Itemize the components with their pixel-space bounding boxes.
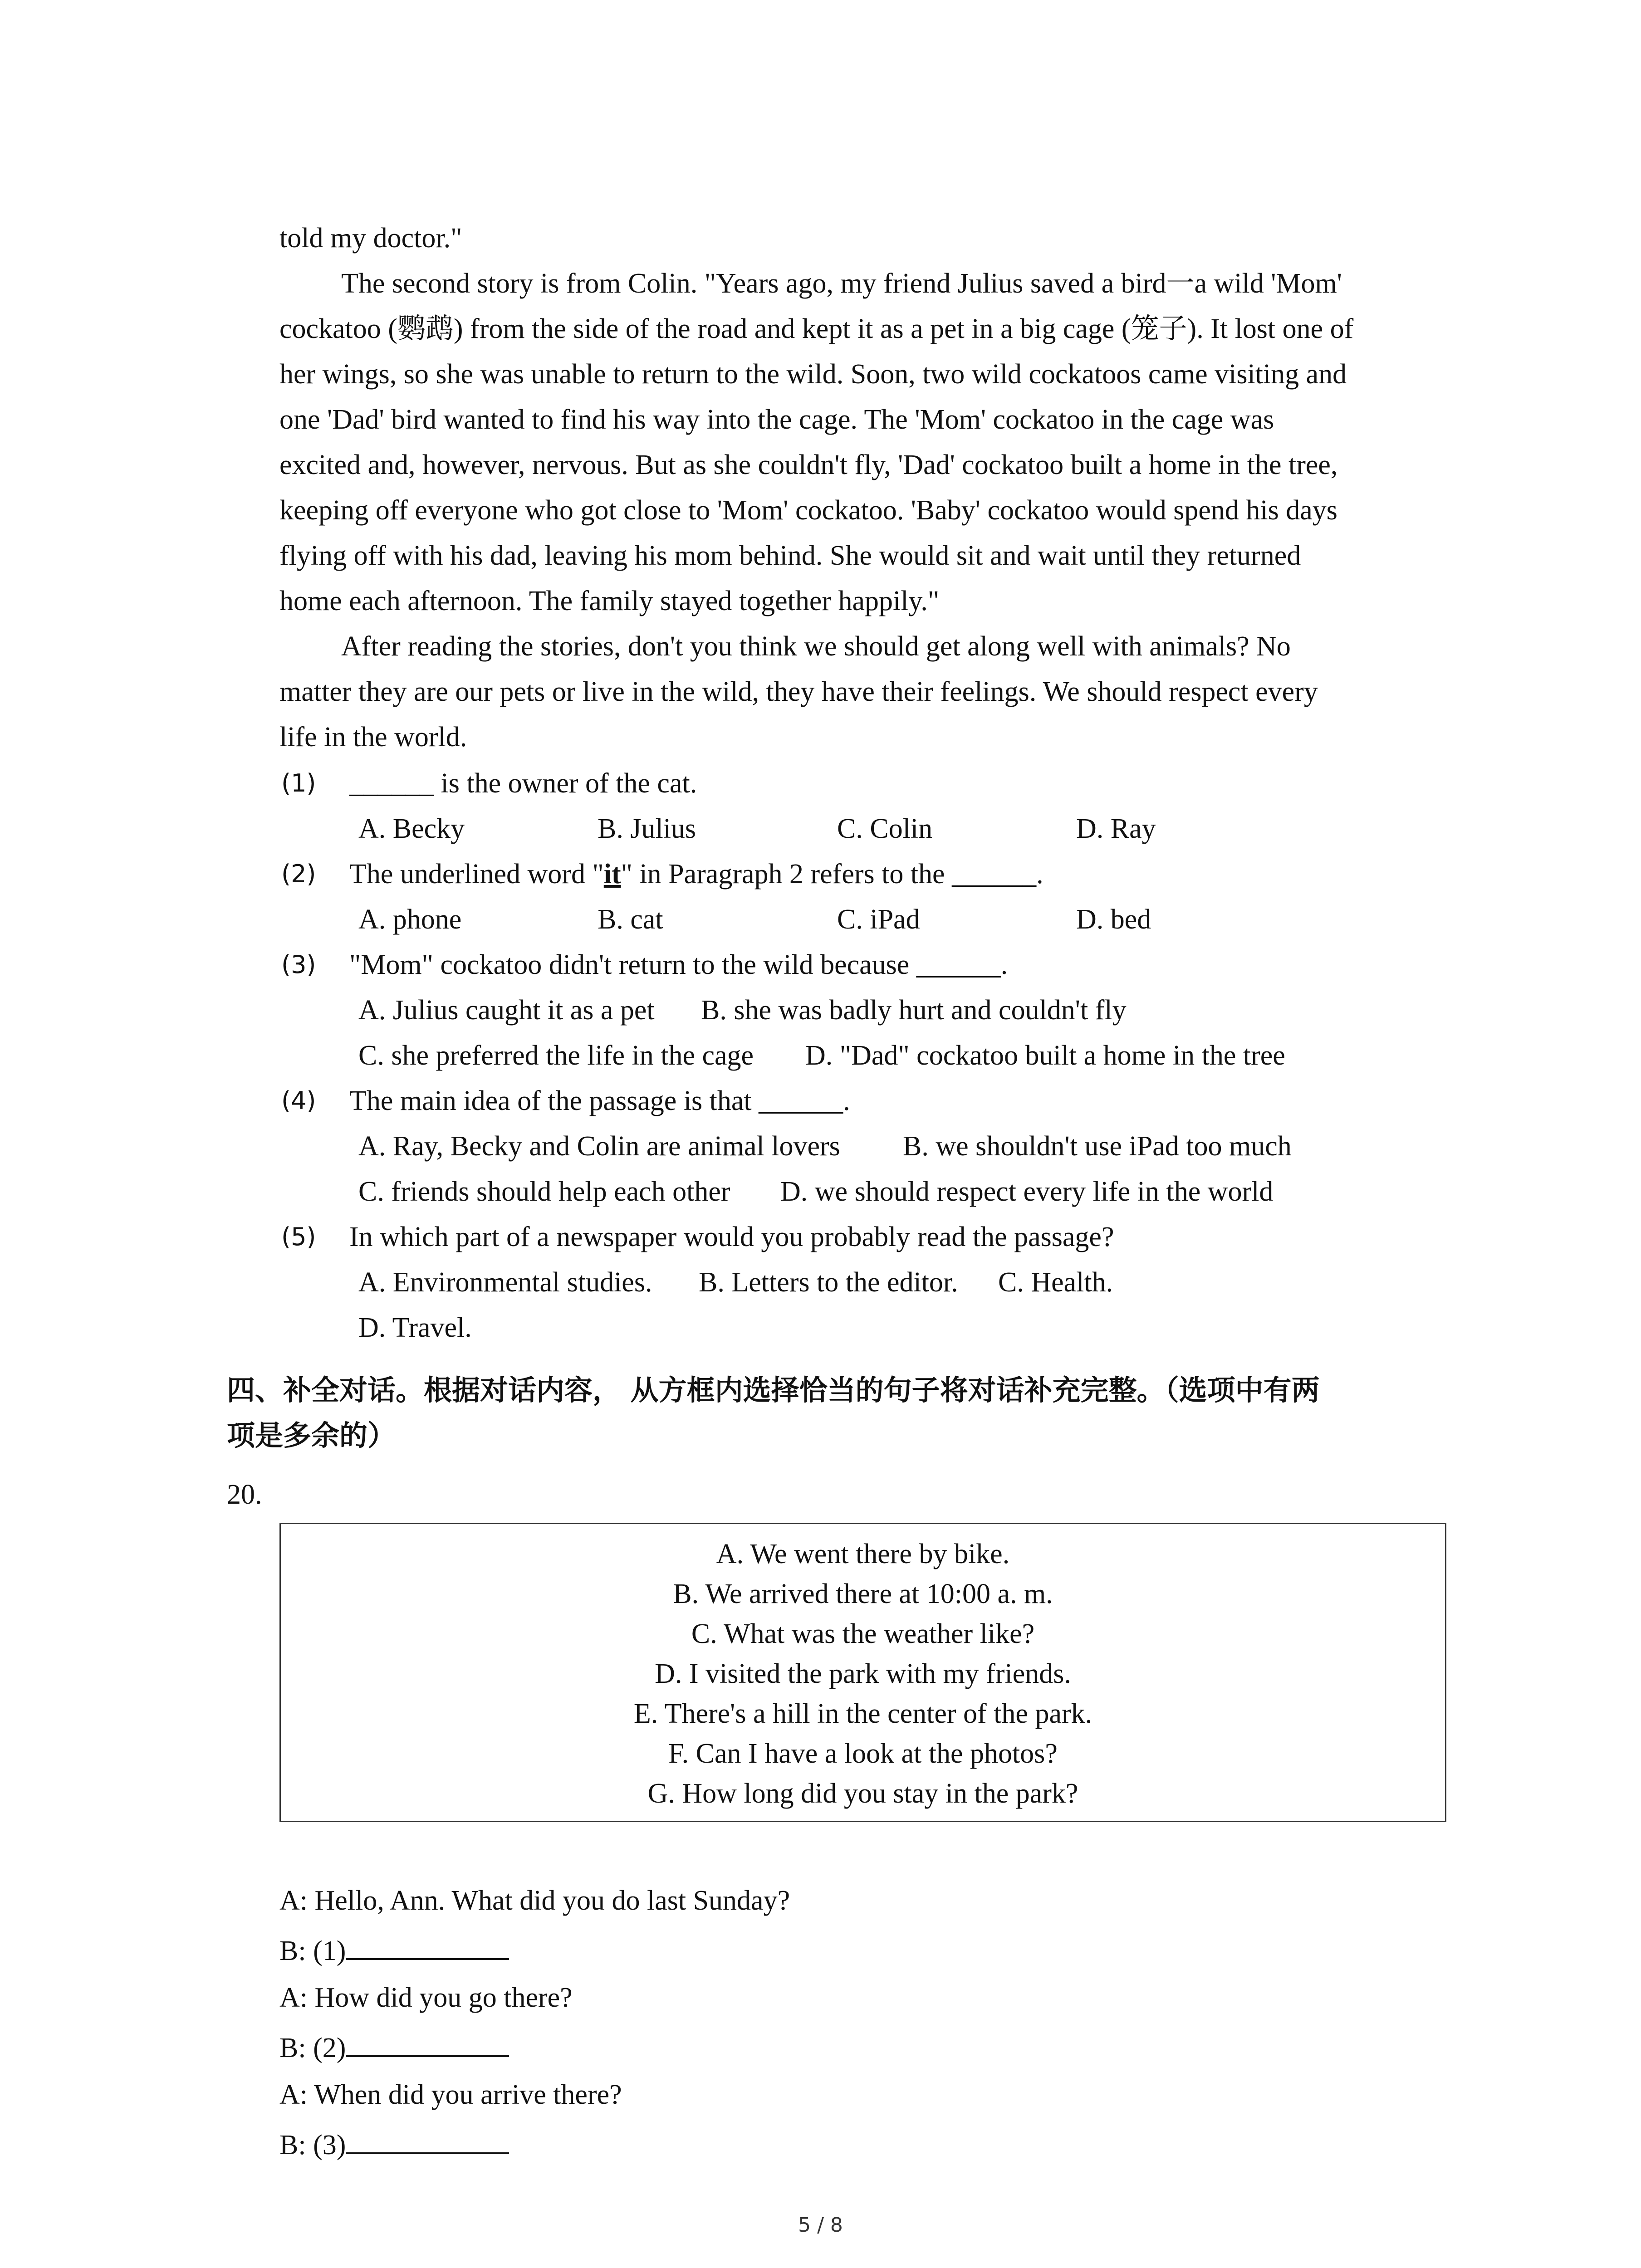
question-text: In which part of a newspaper would you probably read the passage? [349, 1222, 1114, 1252]
dialogue-text: Hello, Ann. What did you do last Sunday? [314, 1885, 790, 1916]
option-c: C. she preferred the life in the cage [358, 1040, 754, 1071]
dialogue-text: (1) [313, 1936, 346, 1966]
question-number: (5) [281, 1222, 316, 1251]
question-text-post: " in Paragraph 2 refers to the ______. [621, 859, 1043, 890]
underlined-word: it [603, 859, 621, 890]
answer-blank[interactable] [346, 2024, 509, 2057]
passage-line: excited and, however, nervous. But as she couldn't fly, 'Dad' cockatoo built a home in the tree, [279, 450, 1338, 480]
question-number: (1) [281, 769, 316, 797]
passage-line: keeping off everyone who got close to 'Mom' cockatoo. 'Baby' cockatoo would spend his days [279, 495, 1337, 526]
dialogue-line [279, 1878, 790, 1923]
question-text: ______ is the owner of the cat. [349, 768, 697, 799]
dialogue-text: (3) [313, 2130, 346, 2160]
option-d: D. Ray [1076, 813, 1156, 844]
question-text: "Mom" cockatoo didn't return to the wild because ______. [349, 949, 1008, 980]
speaker-label: A: [279, 2079, 308, 2110]
option-d: D. "Dad" cockatoo built a home in the tree [805, 1040, 1285, 1071]
passage-line: home each afternoon. The family stayed together happily." [279, 586, 940, 616]
box-option: A. We went there by bike. [716, 1539, 1010, 1569]
question-number: (3) [281, 950, 316, 979]
passage-line: her wings, so she was unable to return to the wild. Soon, two wild cockatoos came visiting and [279, 359, 1347, 390]
option-b: B. she was badly hurt and couldn't fly [701, 995, 1127, 1026]
speaker-label: B: [279, 1936, 306, 1966]
passage-line: life in the world. [279, 722, 467, 753]
speaker-label: B: [279, 2130, 306, 2160]
option-b: B. Julius [598, 813, 696, 844]
option-a: A. Environmental studies. [358, 1267, 652, 1298]
question-text-pre: The underlined word " [349, 859, 604, 890]
section-title: 四、补全对话。根据对话内容， 从方框内选择恰当的句子将对话补充完整。（选项中有两 [227, 1374, 1320, 1407]
question-text: The main idea of the passage is that ______. [349, 1085, 850, 1116]
option-d: D. Travel. [358, 1312, 472, 1343]
option-d: D. we should respect every life in the world [780, 1176, 1274, 1207]
passage-line: matter they are our pets or live in the wild, they have their feelings. We should respect every [279, 676, 1318, 707]
dialogue-text: How did you go there? [314, 1982, 573, 2013]
option-a: A. Julius caught it as a pet [358, 995, 655, 1026]
passage-line: cockatoo (鹦鹉) from the side of the road and kept it as a pet in a big cage (笼子). It lost one of [279, 313, 1354, 344]
dialogue-text: When did you arrive there? [314, 2079, 622, 2110]
passage-line: After reading the stories, don't you think we should get along well with animals? No [341, 631, 1291, 662]
speaker-label: A: [279, 1982, 308, 2013]
options-box [279, 1523, 1446, 1822]
dialogue-line [279, 1926, 509, 1974]
option-b: B. cat [598, 904, 663, 935]
option-c: C. friends should help each other [358, 1176, 730, 1207]
answer-blank[interactable] [346, 1926, 509, 1960]
box-option: E. There's a hill in the center of the park. [633, 1698, 1092, 1729]
question-number: (2) [281, 860, 316, 888]
option-b: B. Letters to the editor. [699, 1267, 958, 1298]
option-c: C. iPad [837, 904, 920, 935]
box-option: D. I visited the park with my friends. [655, 1658, 1071, 1689]
box-option: C. What was the weather like? [691, 1618, 1035, 1649]
speaker-label: B: [279, 2033, 306, 2063]
answer-blank[interactable] [346, 2121, 509, 2154]
option-b: B. we shouldn't use iPad too much [903, 1131, 1292, 1162]
option-a: A. Becky [358, 813, 465, 844]
dialogue-line [279, 2024, 509, 2071]
section-title: 项是多余的） [227, 1419, 396, 1452]
dialogue-line [279, 2121, 509, 2168]
passage-line: one 'Dad' bird wanted to find his way into the cage. The 'Mom' cockatoo in the cage was [279, 404, 1274, 435]
box-option: G. How long did you stay in the park? [647, 1778, 1078, 1809]
passage-line: The second story is from Colin. "Years ago, my friend Julius saved a bird一a wild 'Mom' [341, 268, 1342, 299]
question-text [349, 851, 1043, 897]
option-c: C. Colin [837, 813, 933, 844]
dialogue-line [279, 1975, 573, 2020]
box-option: B. We arrived there at 10:00 a. m. [673, 1579, 1053, 1609]
page-number: 5 / 8 [798, 2214, 843, 2237]
option-d: D. bed [1076, 904, 1151, 935]
passage-line: flying off with his dad, leaving his mom behind. She would sit and wait until they returned [279, 540, 1301, 571]
question-number: 20. [227, 1479, 262, 1510]
box-option: F. Can I have a look at the photos? [668, 1738, 1058, 1769]
option-a: A. Ray, Becky and Colin are animal lovers [358, 1131, 840, 1162]
speaker-label: A: [279, 1885, 308, 1916]
dialogue-line [279, 2072, 622, 2117]
option-c: C. Health. [998, 1267, 1113, 1298]
question-number: (4) [281, 1086, 316, 1115]
option-a: A. phone [358, 904, 462, 935]
passage-line: told my doctor." [279, 223, 462, 254]
dialogue-text: (2) [313, 2033, 346, 2063]
